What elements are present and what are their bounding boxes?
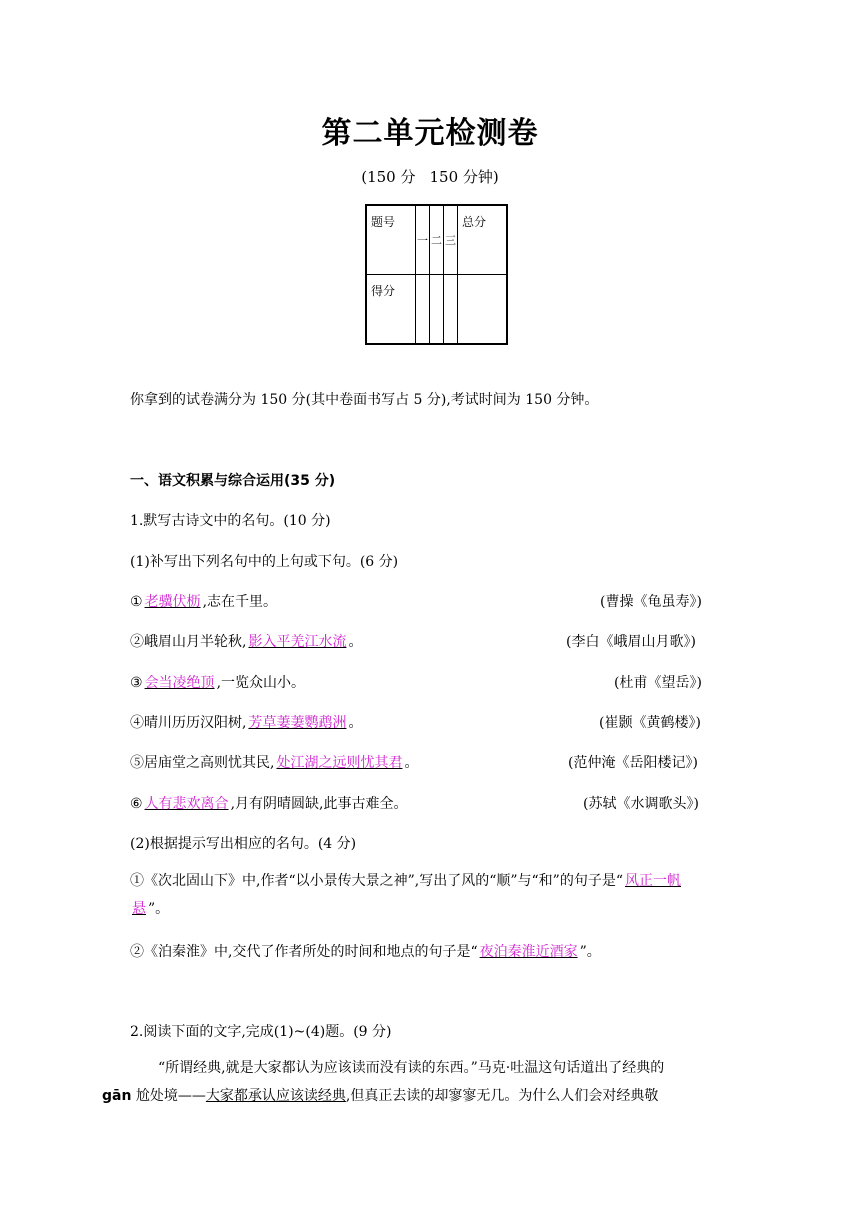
total-score-text: (150 分 xyxy=(361,168,416,186)
answer-blank[interactable]: 会当凌绝顶 xyxy=(144,675,215,691)
answer-blank[interactable]: 影入平羌江水流 xyxy=(248,634,347,650)
hint-item-2: ②《泊秦淮》中,交代了作者所处的时间和地点的句子是“ 夜泊秦淮近酒家 ”。 xyxy=(130,944,601,960)
score-cell-1[interactable] xyxy=(416,275,430,345)
score-table-header-question: 题号 xyxy=(366,205,416,275)
question-1-part-1: (1)补写出下列名句中的上句或下句。(6 分) xyxy=(130,554,399,570)
item-source: (李白《峨眉山月歌》) xyxy=(566,634,696,650)
item-source: (杜甫《望岳》) xyxy=(614,675,702,691)
fill-item-5: ⑤居庙堂之高则忧其民, 处江湖之远则忧其君 。 xyxy=(130,755,419,771)
answer-blank[interactable]: 风正一帆 xyxy=(625,873,681,889)
section-heading: 一、语文积累与综合运用(35 分) xyxy=(130,473,336,489)
score-cell-3[interactable] xyxy=(444,275,458,345)
answer-blank[interactable]: 处江湖之远则忧其君 xyxy=(276,755,403,771)
time-limit-text: 150 分钟) xyxy=(429,168,499,186)
question-2: 2.阅读下面的文字,完成(1)~(4)题。(9 分) xyxy=(130,1024,392,1040)
score-cell-total[interactable] xyxy=(458,275,508,345)
question-1: 1.默写古诗文中的名句。(10 分) xyxy=(130,513,331,529)
score-table-col-3: 三 xyxy=(444,205,458,275)
score-cell-2[interactable] xyxy=(430,275,444,345)
page-title: 第二单元检测卷 xyxy=(321,116,539,151)
score-table-col-2: 二 xyxy=(430,205,444,275)
answer-blank[interactable]: 夜泊秦淮近酒家 xyxy=(479,944,578,960)
item-source: (崔颢《黄鹤楼》) xyxy=(599,715,701,731)
answer-blank[interactable]: 老骥伏枥 xyxy=(144,594,201,610)
fill-item-3: ③ 会当凌绝顶 ,一览众山小。 xyxy=(130,675,306,691)
pinyin-annotation: gān xyxy=(102,1088,132,1104)
item-source: (曹操《龟虽寿》) xyxy=(600,594,702,610)
fill-item-6: ⑥ 人有悲欢离合 ,月有阴晴圆缺,此事古难全。 xyxy=(130,796,408,812)
item-source: (范仲淹《岳阳楼记》) xyxy=(568,755,698,771)
answer-blank[interactable]: 人有悲欢离合 xyxy=(144,796,229,812)
exam-meta xyxy=(0,166,860,187)
score-table-col-1: 一 xyxy=(416,205,430,275)
score-table xyxy=(365,204,508,345)
fill-item-4: ④晴川历历汉阳树, 芳草萋萋鹦鹉洲 。 xyxy=(130,715,363,731)
answer-blank[interactable]: 芳草萋萋鹦鹉洲 xyxy=(248,715,347,731)
item-source: (苏轼《水调歌头》) xyxy=(583,796,699,812)
fill-item-2: ②峨眉山月半轮秋, 影入平羌江水流 。 xyxy=(130,634,363,650)
intro-text: 你拿到的试卷满分为 150 分(其中卷面书写占 5 分),考试时间为 150 分钟。 xyxy=(130,392,599,408)
underlined-sentence: 大家都承认应该读经典 xyxy=(205,1088,346,1104)
score-table-col-total: 总分 xyxy=(458,205,508,275)
answer-blank-continued[interactable]: 悬 xyxy=(132,901,146,917)
fill-item-1: ① 老骥伏枥 ,志在千里。 xyxy=(130,594,278,610)
question-1-part-2: (2)根据提示写出相应的名句。(4 分) xyxy=(130,836,357,852)
reading-passage: “所谓经典,就是大家都认为应该读而没有读的东西。”马克·吐温这句话道出了经典的 gān 尬处境——大家都承认应该读经典,但真正去读的却寥寥无几。为什么人们会对经典敬 xyxy=(102,1060,665,1104)
hint-item-1: ①《次北固山下》中,作者“以小景传大景之神”,写出了风的“顺”与“和”的句子是“ 风正一帆 悬 ”。 xyxy=(130,873,681,917)
score-table-header-score: 得分 xyxy=(366,275,416,345)
